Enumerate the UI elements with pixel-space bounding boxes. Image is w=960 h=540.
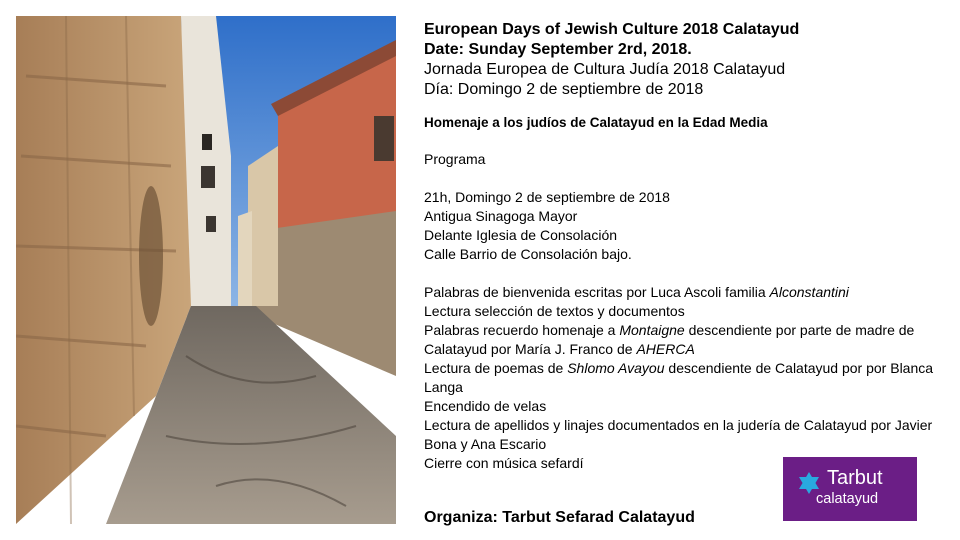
program-item: Lectura selección de textos y documentos [424,303,685,319]
event-location: Delante Iglesia de Consolación [424,227,618,243]
program-list [424,283,944,473]
program-item: Palabras de bienvenida escritas por Luca Ascoli familia Alconstantini [424,284,849,300]
logo-city: calatayud [816,491,879,507]
text-column [424,20,944,473]
event-details [424,188,944,264]
program-item: Cierre con música sefardí [424,455,584,471]
organizer: Organiza: Tarbut Sefarad Calatayud [424,509,695,526]
event-street: Calle Barrio de Consolación bajo. [424,246,632,262]
street-photo [16,16,396,524]
title-en: European Days of Jewish Culture 2018 Calatayud [424,21,800,38]
event-time: 21h, Domingo 2 de septiembre de 2018 [424,189,670,205]
date-en: Date: Sunday September 2rd, 2018. [424,41,692,58]
program-item: Palabras recuerdo homenaje a Montaigne descendiente por parte de madre de Calatayud por María J. Franco de AHERCA [424,322,915,357]
program-item: Encendido de velas [424,398,547,414]
logo-brand: Tarbut [827,467,883,489]
tarbut-logo [783,457,917,521]
title-es: Jornada Europea de Cultura Judía 2018 Calatayud [424,61,786,78]
program-item: Lectura de apellidos y linajes documentados en la judería de Calatayud por Javier Bona y Ana Escario [424,417,933,452]
subtitle: Homenaje a los judíos de Calatayud en la Edad Media [424,115,768,130]
date-es: Día: Domingo 2 de septiembre de 2018 [424,81,704,98]
program-item: Lectura de poemas de Shlomo Avayou descendiente de Calatayud por por Blanca Langa [424,360,934,395]
event-venue: Antigua Sinagoga Mayor [424,208,578,224]
programa-label: Programa [424,151,486,167]
street-illustration [16,16,396,524]
